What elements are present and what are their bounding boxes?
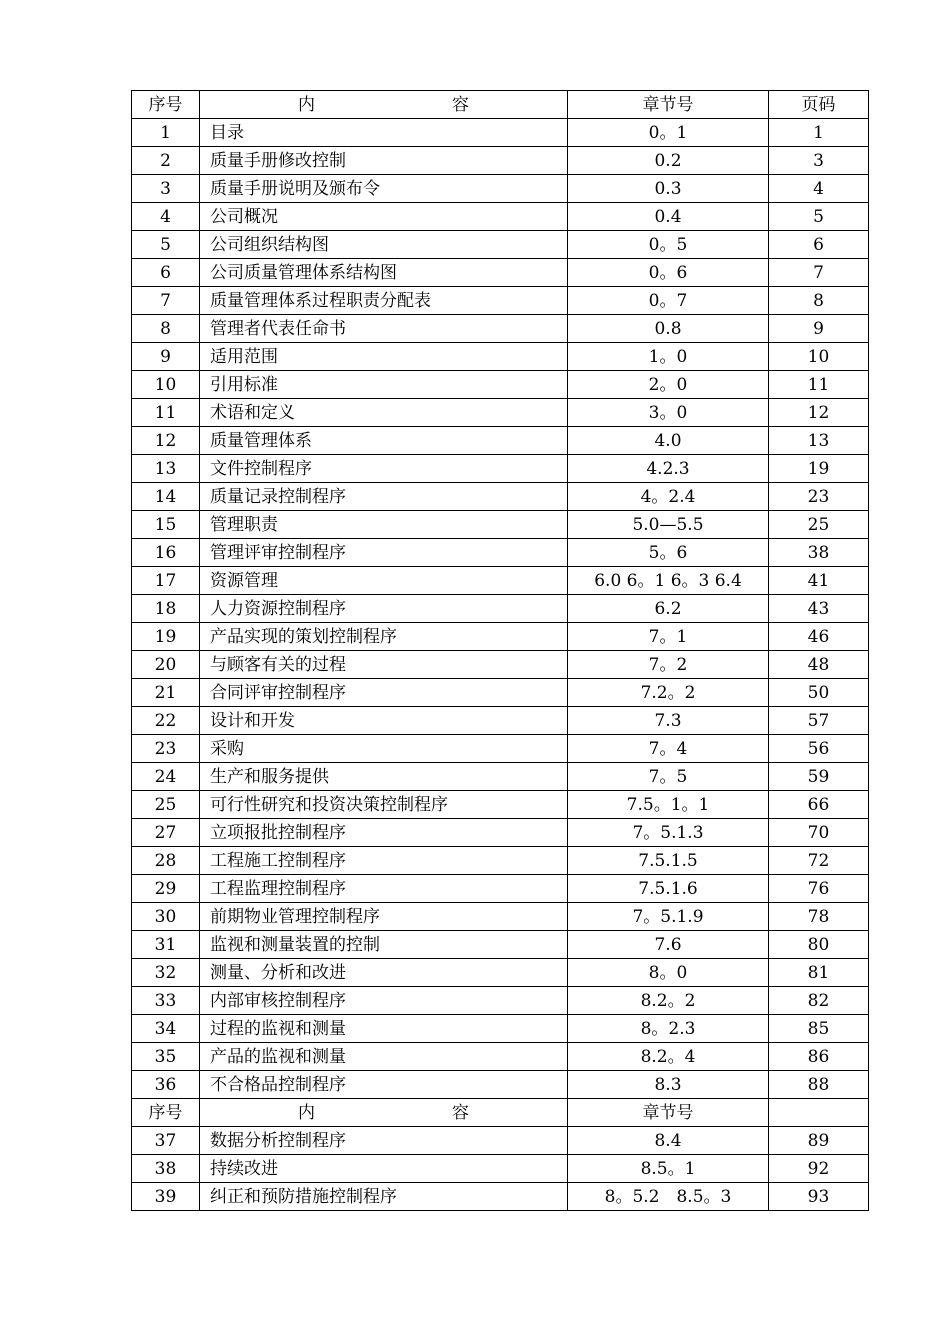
- row-chapter: 0。6: [568, 259, 769, 287]
- row-page: 25: [769, 511, 869, 539]
- row-page: 3: [769, 147, 869, 175]
- row-content: 资源管理: [200, 567, 568, 595]
- row-chapter: 0.2: [568, 147, 769, 175]
- row-number: 13: [132, 455, 200, 483]
- table-row: [132, 511, 869, 539]
- row-page: 86: [769, 1043, 869, 1071]
- row-number: 5: [132, 231, 200, 259]
- table-row: [132, 567, 869, 595]
- row-chapter: 4.0: [568, 427, 769, 455]
- row-number: 24: [132, 763, 200, 791]
- row-chapter: 8。5.2 8.5。3: [568, 1183, 769, 1211]
- row-content: 目录: [200, 119, 568, 147]
- row-content: 与顾客有关的过程: [200, 651, 568, 679]
- row-content: 内部审核控制程序: [200, 987, 568, 1015]
- table-row: [132, 343, 869, 371]
- row-content: 工程施工控制程序: [200, 847, 568, 875]
- row-chapter: 0。7: [568, 287, 769, 315]
- row-chapter: 7.6: [568, 931, 769, 959]
- row-content: 公司组织结构图: [200, 231, 568, 259]
- header2-page: [769, 1099, 869, 1127]
- row-number: 14: [132, 483, 200, 511]
- header-no: 序号: [132, 91, 200, 119]
- row-chapter: 8.5。1: [568, 1155, 769, 1183]
- row-page: 13: [769, 427, 869, 455]
- table-row: [132, 119, 869, 147]
- row-content: 采购: [200, 735, 568, 763]
- table-row: [132, 1071, 869, 1099]
- row-number: 23: [132, 735, 200, 763]
- header2-content: [200, 1099, 568, 1127]
- row-content: 质量手册修改控制: [200, 147, 568, 175]
- row-number: 9: [132, 343, 200, 371]
- row-content: 可行性研究和投资决策控制程序: [200, 791, 568, 819]
- row-page: 88: [769, 1071, 869, 1099]
- row-content: 产品的监视和测量: [200, 1043, 568, 1071]
- row-content: 人力资源控制程序: [200, 595, 568, 623]
- row-page: 1: [769, 119, 869, 147]
- row-number: 7: [132, 287, 200, 315]
- row-number: 33: [132, 987, 200, 1015]
- row-content: 适用范围: [200, 343, 568, 371]
- row-chapter: 3。0: [568, 399, 769, 427]
- row-content: 产品实现的策划控制程序: [200, 623, 568, 651]
- toc-body: [132, 91, 869, 1211]
- row-content: 管理者代表任命书: [200, 315, 568, 343]
- row-content: 文件控制程序: [200, 455, 568, 483]
- row-number: 15: [132, 511, 200, 539]
- row-page: 12: [769, 399, 869, 427]
- row-content: 数据分析控制程序: [200, 1127, 568, 1155]
- row-chapter: 5.0—5.5: [568, 511, 769, 539]
- row-chapter: 0。5: [568, 231, 769, 259]
- row-number: 4: [132, 203, 200, 231]
- row-content: 工程监理控制程序: [200, 875, 568, 903]
- row-content: 公司概况: [200, 203, 568, 231]
- row-number: 18: [132, 595, 200, 623]
- row-content: 术语和定义: [200, 399, 568, 427]
- row-number: 38: [132, 1155, 200, 1183]
- table-row: [132, 1155, 869, 1183]
- row-chapter: 7。2: [568, 651, 769, 679]
- row-number: 34: [132, 1015, 200, 1043]
- row-page: 4: [769, 175, 869, 203]
- table-row: [132, 875, 869, 903]
- row-page: 93: [769, 1183, 869, 1211]
- row-content: 设计和开发: [200, 707, 568, 735]
- row-page: 76: [769, 875, 869, 903]
- row-number: 25: [132, 791, 200, 819]
- row-number: 32: [132, 959, 200, 987]
- header2-content-label: [200, 1100, 567, 1126]
- table-row: [132, 903, 869, 931]
- table-row: [132, 147, 869, 175]
- row-chapter: 7。4: [568, 735, 769, 763]
- table-row: [132, 847, 869, 875]
- table-of-contents: [131, 90, 869, 1211]
- row-chapter: 0.8: [568, 315, 769, 343]
- row-content: 质量管理体系: [200, 427, 568, 455]
- row-chapter: 7。1: [568, 623, 769, 651]
- row-number: 28: [132, 847, 200, 875]
- row-number: 19: [132, 623, 200, 651]
- row-page: 72: [769, 847, 869, 875]
- table-row: [132, 399, 869, 427]
- header-content-label: [200, 92, 567, 118]
- table-row: [132, 203, 869, 231]
- row-chapter: 7.5.1.6: [568, 875, 769, 903]
- row-number: 1: [132, 119, 200, 147]
- header2-chapter: 章节号: [568, 1099, 769, 1127]
- row-content: 合同评审控制程序: [200, 679, 568, 707]
- row-page: 59: [769, 763, 869, 791]
- table-row: [132, 735, 869, 763]
- table-row: [132, 1183, 869, 1211]
- row-content: 质量记录控制程序: [200, 483, 568, 511]
- row-chapter: 8。2.3: [568, 1015, 769, 1043]
- table-row: [132, 931, 869, 959]
- table-row: [132, 1127, 869, 1155]
- row-number: 16: [132, 539, 200, 567]
- row-page: 19: [769, 455, 869, 483]
- row-chapter: 6.0 6。1 6。3 6.4: [568, 567, 769, 595]
- row-page: 7: [769, 259, 869, 287]
- table-row: [132, 427, 869, 455]
- row-number: 29: [132, 875, 200, 903]
- row-page: 41: [769, 567, 869, 595]
- row-page: 56: [769, 735, 869, 763]
- row-page: 11: [769, 371, 869, 399]
- row-chapter: 4.2.3: [568, 455, 769, 483]
- row-content: 测量、分析和改进: [200, 959, 568, 987]
- table-row: [132, 371, 869, 399]
- row-content: 质量手册说明及颁布令: [200, 175, 568, 203]
- row-chapter: 7。5: [568, 763, 769, 791]
- row-chapter: 4。2.4: [568, 483, 769, 511]
- row-chapter: 7.3: [568, 707, 769, 735]
- row-page: 80: [769, 931, 869, 959]
- header-chapter: 章节号: [568, 91, 769, 119]
- row-chapter: 8。0: [568, 959, 769, 987]
- table-row: [132, 595, 869, 623]
- row-chapter: 8.3: [568, 1071, 769, 1099]
- row-number: 3: [132, 175, 200, 203]
- table-row: [132, 651, 869, 679]
- row-chapter: 8.4: [568, 1127, 769, 1155]
- row-page: 43: [769, 595, 869, 623]
- table-row: [132, 791, 869, 819]
- row-chapter: 5。6: [568, 539, 769, 567]
- table-row: [132, 763, 869, 791]
- row-page: 92: [769, 1155, 869, 1183]
- row-number: 2: [132, 147, 200, 175]
- row-content: 前期物业管理控制程序: [200, 903, 568, 931]
- table-row: [132, 539, 869, 567]
- header2-content-b: 容: [452, 1102, 469, 1123]
- row-number: 30: [132, 903, 200, 931]
- row-chapter: 7。5.1.9: [568, 903, 769, 931]
- row-chapter: 0.3: [568, 175, 769, 203]
- row-number: 11: [132, 399, 200, 427]
- row-number: 27: [132, 819, 200, 847]
- row-chapter: 0.4: [568, 203, 769, 231]
- row-content: 质量管理体系过程职责分配表: [200, 287, 568, 315]
- row-number: 37: [132, 1127, 200, 1155]
- row-chapter: 0。1: [568, 119, 769, 147]
- row-number: 12: [132, 427, 200, 455]
- row-number: 31: [132, 931, 200, 959]
- row-page: 78: [769, 903, 869, 931]
- table-row: [132, 287, 869, 315]
- row-page: 38: [769, 539, 869, 567]
- header-row: [132, 91, 869, 119]
- table-row: [132, 987, 869, 1015]
- row-number: 21: [132, 679, 200, 707]
- row-chapter: 7.5。1。1: [568, 791, 769, 819]
- row-number: 6: [132, 259, 200, 287]
- row-content: 纠正和预防措施控制程序: [200, 1183, 568, 1211]
- row-chapter: 7。5.1.3: [568, 819, 769, 847]
- row-chapter: 2。0: [568, 371, 769, 399]
- row-page: 48: [769, 651, 869, 679]
- row-number: 8: [132, 315, 200, 343]
- row-number: 22: [132, 707, 200, 735]
- table-row: [132, 707, 869, 735]
- row-content: 立项报批控制程序: [200, 819, 568, 847]
- row-page: 89: [769, 1127, 869, 1155]
- row-content: 生产和服务提供: [200, 763, 568, 791]
- table-row: [132, 175, 869, 203]
- row-page: 81: [769, 959, 869, 987]
- row-content: 不合格品控制程序: [200, 1071, 568, 1099]
- row-content: 管理职责: [200, 511, 568, 539]
- row-number: 10: [132, 371, 200, 399]
- row-page: 82: [769, 987, 869, 1015]
- row-page: 46: [769, 623, 869, 651]
- row-page: 70: [769, 819, 869, 847]
- row-content: 引用标准: [200, 371, 568, 399]
- row-content: 监视和测量装置的控制: [200, 931, 568, 959]
- row-number: 20: [132, 651, 200, 679]
- row-chapter: 8.2。2: [568, 987, 769, 1015]
- row-page: 66: [769, 791, 869, 819]
- row-number: 36: [132, 1071, 200, 1099]
- row-chapter: 7.5.1.5: [568, 847, 769, 875]
- row-chapter: 6.2: [568, 595, 769, 623]
- row-number: 39: [132, 1183, 200, 1211]
- header-page: 页码: [769, 91, 869, 119]
- row-page: 57: [769, 707, 869, 735]
- row-content: 过程的监视和测量: [200, 1015, 568, 1043]
- row-content: 公司质量管理体系结构图: [200, 259, 568, 287]
- row-chapter: 8.2。4: [568, 1043, 769, 1071]
- table-row: [132, 819, 869, 847]
- row-page: 9: [769, 315, 869, 343]
- table-row: [132, 959, 869, 987]
- header-content-b: 容: [452, 94, 469, 115]
- row-page: 6: [769, 231, 869, 259]
- header-content: [200, 91, 568, 119]
- table-row: [132, 679, 869, 707]
- row-page: 8: [769, 287, 869, 315]
- row-page: 5: [769, 203, 869, 231]
- table-row: [132, 231, 869, 259]
- header2-no: 序号: [132, 1099, 200, 1127]
- header2-content-a: 内: [298, 1102, 315, 1123]
- table-row: [132, 623, 869, 651]
- row-chapter: 7.2。2: [568, 679, 769, 707]
- row-number: 35: [132, 1043, 200, 1071]
- row-page: 50: [769, 679, 869, 707]
- row-chapter: 1。0: [568, 343, 769, 371]
- row-page: 10: [769, 343, 869, 371]
- row-content: 管理评审控制程序: [200, 539, 568, 567]
- row-number: 17: [132, 567, 200, 595]
- row-page: 85: [769, 1015, 869, 1043]
- header-content-a: 内: [298, 94, 315, 115]
- table-row: [132, 315, 869, 343]
- row-page: 23: [769, 483, 869, 511]
- header-row-repeat: [132, 1099, 869, 1127]
- row-content: 持续改进: [200, 1155, 568, 1183]
- table-row: [132, 483, 869, 511]
- table-row: [132, 259, 869, 287]
- table-row: [132, 455, 869, 483]
- table-row: [132, 1015, 869, 1043]
- table-row: [132, 1043, 869, 1071]
